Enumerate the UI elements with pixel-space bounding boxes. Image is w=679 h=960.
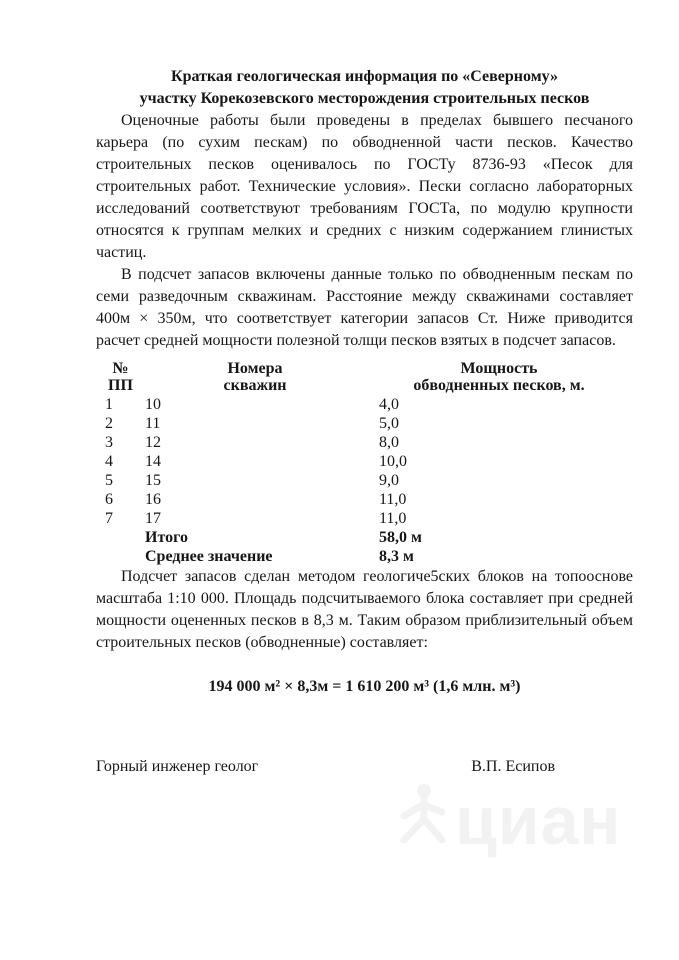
thickness-value-cell: 10,0: [379, 453, 407, 470]
well-number-cell: 17: [145, 510, 161, 527]
row-num-cell: 6: [105, 491, 113, 508]
header-thickness: Мощность обводненных песков, м.: [413, 360, 585, 394]
thickness-value-cell: 9,0: [379, 472, 399, 489]
table-row: [96, 452, 633, 471]
thickness-value-cell: 11,0: [379, 510, 407, 527]
cian-watermark: [397, 781, 622, 859]
row-num-cell: 7: [105, 510, 113, 527]
table-row: [96, 395, 633, 414]
row-num-cell: 2: [105, 415, 113, 432]
volume-formula: 194 000 м² × 8,3м = 1 610 200 м³ (1,6 млн. м³): [208, 678, 521, 695]
well-number-cell: 16: [145, 491, 161, 508]
well-number-cell: 14: [145, 453, 161, 470]
table-row: [96, 490, 633, 509]
paragraph-3: Подсчет запасов сделан методом геологиче5ских блоков на топооснове масштаба 1:10 000. Площадь подсчитываемого блока составляет при средней мощности оцененных песков в 8,3 м. Таким образом приблизительный объем строительных песков (обводненные) составляет:: [96, 568, 633, 651]
cian-logo-icon: [397, 781, 447, 847]
average-value: 8,3 м: [379, 548, 414, 565]
well-number-cell: 15: [145, 472, 161, 489]
well-number-cell: 11: [145, 415, 161, 432]
table-row: [96, 509, 633, 528]
header-num: № ПП: [108, 360, 133, 394]
well-number-cell: 10: [145, 396, 161, 413]
table-row: [96, 414, 633, 433]
paragraph-1: Оценочные работы были проведены в пределах бывшего песчаного карьера (по сухим пескам) по обводненной части песков. Качество строительных песков оценивалось по ГОСТу 8736-93 «Песок для строительных работ. Технические условия». Пески согласно лабораторных исследований соответствуют требованиям ГОСТа, по модулю крупности относятся к группам мелких и средних с низким содержанием глинистых частиц.: [96, 112, 633, 261]
row-num-cell: 1: [105, 396, 113, 413]
row-num-cell: 3: [105, 434, 113, 451]
table-row: [96, 471, 633, 490]
reserves-table: [96, 360, 633, 566]
total-label: Итого: [145, 529, 188, 546]
paragraph-2: В подсчет запасов включены данные только по обводненным пескам по семи разведочным скважинам. Расстояние между скважинами составляет 400м × 350м, что соответствует категории запасов Ст. Ниже приводится расчет средней мощности полезной толщи песков взятых в подсчет запасов.: [96, 266, 633, 349]
thickness-value-cell: 4,0: [379, 396, 399, 413]
average-row: [96, 547, 633, 566]
table-header-row: [96, 360, 633, 394]
signature-line: [96, 756, 633, 778]
total-value: 58,0 м: [379, 529, 422, 546]
table-row: [96, 433, 633, 452]
watermark-text: циан: [455, 783, 622, 859]
totals-row: [96, 528, 633, 547]
header-well-numbers: Номера скважин: [223, 360, 287, 394]
row-num-cell: 4: [105, 453, 113, 470]
signature-name: В.П. Есипов: [471, 758, 555, 775]
signature-role: Горный инженер геолог: [96, 758, 259, 775]
document-title-line2: участку Корекозевского месторождения строительных песков: [139, 90, 590, 107]
thickness-value-cell: 11,0: [379, 491, 407, 508]
well-number-cell: 12: [145, 434, 161, 451]
row-num-cell: 5: [105, 472, 113, 489]
average-label: Среднее значение: [145, 548, 273, 565]
thickness-value-cell: 8,0: [379, 434, 399, 451]
document-title: [96, 66, 633, 110]
document-title-line1: Краткая геологическая информация по «Северному»: [170, 68, 558, 85]
thickness-value-cell: 5,0: [379, 415, 399, 432]
